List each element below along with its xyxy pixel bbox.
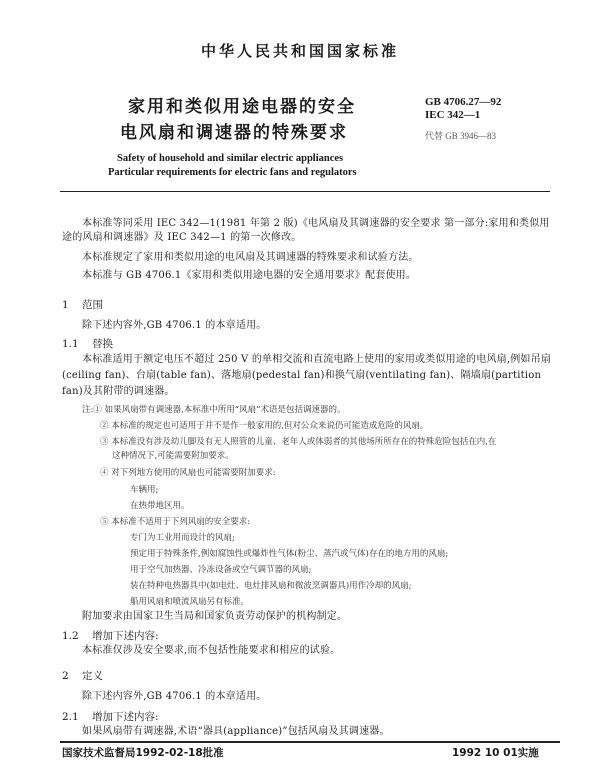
section-1-1-text: 本标准适用于额定电压不超过 250 V 的单相交流和直流电路上使用的家用或类似用途的电风扇,例如吊扇(ceiling fan)、台扇(table fan)、落地扇(pedestal fan)和换气扇(ventilating fan)、隔墙扇(partition fan)及其附带的调速器。 (62, 354, 552, 397)
standard-code-iec: IEC 342—1 (425, 109, 481, 121)
header-divider (60, 191, 550, 192)
note-5-item-1: 专门为工业用而设计的风扇; (130, 533, 235, 543)
note-4-item-1: 车辆用; (130, 485, 159, 495)
section-1-1-title: 替换 (92, 338, 114, 350)
note-3-cont: 这种情况下,可能需要附加要求。 (112, 451, 234, 461)
section-1-intro: 除下述内容外,GB 4706.1 的本章适用。 (82, 320, 267, 331)
intro-paragraph-3: 本标准与 GB 4706.1《家用和类似用途电器的安全通用要求》配套使用。 (82, 270, 417, 281)
standard-title: 中华人民共和国国家标准 (200, 42, 399, 60)
section-1-title: 范围 (82, 299, 104, 311)
note-5-item-5: 船用风扇和喷流风扇另有标准。 (130, 597, 250, 607)
section-2-title: 定义 (82, 670, 104, 682)
replaces-standard: 代替 GB 3946—83 (425, 131, 497, 141)
section-1-heading (62, 297, 103, 312)
note-5-item-4: 装在特种电热器具中(如电灶、电灶排风扇和微波烹调器具)用作冷却的风扇; (130, 581, 412, 591)
intro-paragraph-2: 本标准规定了家用和类似用途的电风扇及其调速器的特殊要求和试验方法。 (82, 252, 419, 263)
effective-date: 1992 10 01实施 (452, 747, 539, 759)
section-1-2-text: 本标准仅涉及安全要求,而不包括性能要求和相应的试验。 (82, 645, 341, 656)
section-2-1-text: 如果风扇带有调速器,术语“器具(appliance)”包括风扇及其调速器。 (82, 726, 390, 737)
section-1-number: 1 (62, 299, 69, 311)
note-1: 注:① 如果风扇带有调速器,本标准中所用“风扇”术语是包括调速器的。 (82, 405, 346, 415)
title-cn-line1: 家用和类似用途电器的安全 (128, 97, 356, 117)
standard-code-gb: GB 4706.27—92 (425, 96, 502, 108)
section-1-1-number: 1.1 (62, 338, 79, 350)
title-en-line2: Particular requirements for electric fans and regulators (108, 167, 357, 178)
footer-divider (60, 741, 560, 743)
section-1-1-heading (62, 336, 113, 351)
section-2-1-title: 增加下述内容: (92, 711, 159, 723)
note-4: ④ 对下列地方使用的风扇也可能需要附加要求: (100, 468, 276, 478)
section-2-heading (62, 668, 103, 683)
title-cn-line2: 电风扇和调速器的特殊要求 (120, 123, 348, 143)
approval-date: 国家技术监督局1992-02-18批准 (62, 747, 224, 759)
note-2: ② 本标准的规定也可适用于并不是作一般家用的,但对公众来说仍可能造成危险的风扇。 (100, 421, 429, 431)
section-1-2-heading (62, 628, 159, 643)
note-5-item-3: 用于空气加热器、冷冻设备或空气调节器的风扇; (130, 565, 312, 575)
title-en-line1: Safety of household and similar electric appliances (117, 153, 344, 164)
note-3: ③ 本标准没有涉及幼儿脚及有无人照管的儿童、老年人或体弱者的其他场所所存在的特殊危险包括在内,在 (100, 437, 497, 447)
note-5: ⑤ 本标准不适用于下列风扇的安全要求: (100, 517, 251, 527)
section-1-2-number: 1.2 (62, 630, 79, 642)
section-2-1-heading (62, 709, 159, 724)
section-1-2-title: 增加下述内容: (92, 630, 159, 642)
intro-paragraph-1: 本标准等同采用 IEC 342—1(1981 年第 2 版)《电风扇及其调速器的安全要求 第一部分:家用和类似用途的风扇和调速器》及 IEC 342—1 的第一次修改。 (62, 218, 550, 243)
section-2-intro: 除下述内容外,GB 4706.1 的本章适用。 (82, 691, 267, 702)
section-1-1-after: 附加要求由国家卫生当局和国家负责劳动保护的机构制定。 (82, 611, 348, 622)
section-2-number: 2 (62, 670, 69, 682)
note-4-item-2: 在热带地区用。 (130, 501, 190, 511)
section-2-1-number: 2.1 (62, 711, 79, 723)
note-5-item-2: 预定用于特殊条件,例如腐蚀性或爆炸性气体(粉尘、蒸汽或气体)存在的地方用的风扇; (130, 549, 449, 559)
